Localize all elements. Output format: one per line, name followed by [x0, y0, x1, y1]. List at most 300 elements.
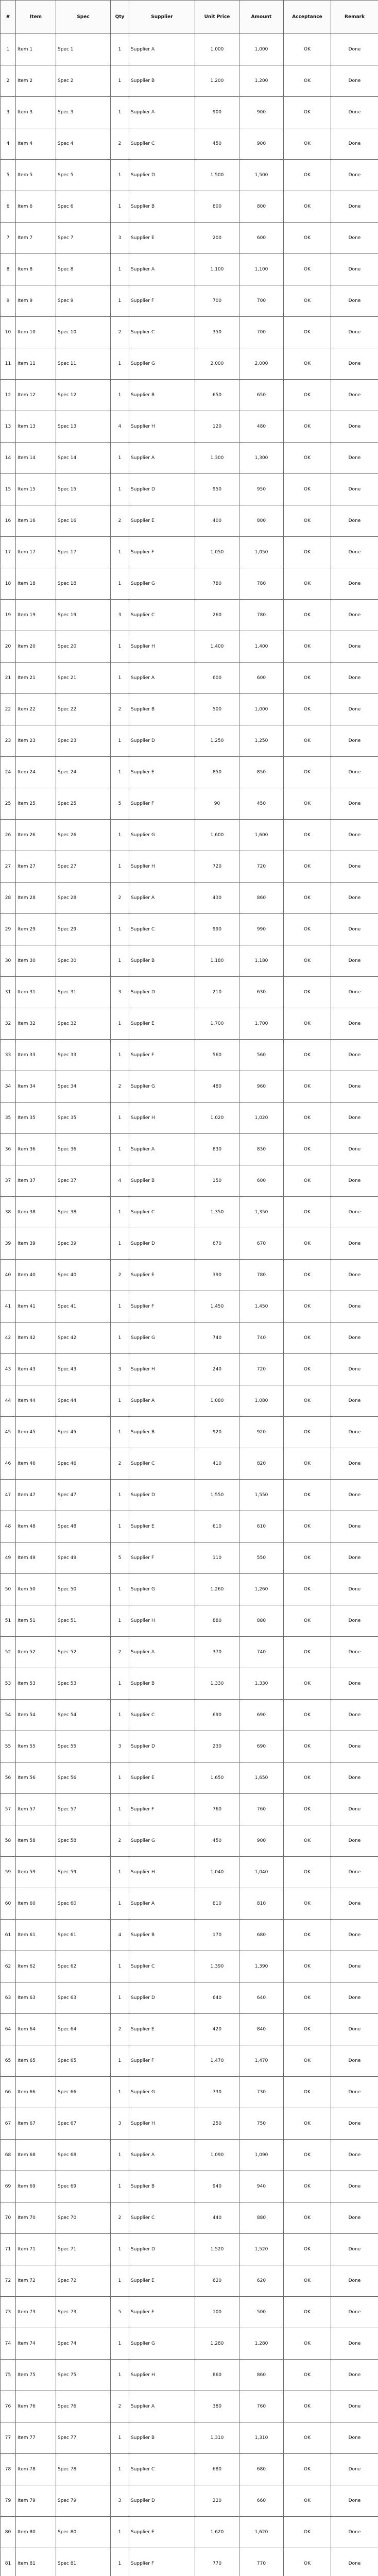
cell-amount: 640 [239, 1982, 284, 2014]
cell-amount: 1,350 [239, 1197, 284, 1228]
cell-item: Item 18 [16, 568, 56, 600]
cell-supplier: Supplier B [129, 1165, 195, 1197]
cell-remark: Done [331, 1888, 378, 1920]
cell-amount: 450 [239, 788, 284, 820]
cell-spec: Spec 58 [56, 1825, 111, 1857]
cell-amount: 900 [239, 97, 284, 128]
cell-amount: 610 [239, 1511, 284, 1543]
cell-index: 75 [1, 2360, 16, 2391]
cell-spec: Spec 40 [56, 1260, 111, 1291]
cell-unit-price: 720 [195, 851, 239, 883]
cell-spec: Spec 28 [56, 883, 111, 914]
cell-spec: Spec 65 [56, 2045, 111, 2077]
cell-spec: Spec 3 [56, 97, 111, 128]
cell-spec: Spec 39 [56, 1228, 111, 1260]
cell-acceptance: OK [284, 2108, 331, 2140]
cell-acceptance: OK [284, 1165, 331, 1197]
cell-amount: 1,040 [239, 1857, 284, 1888]
cell-index: 22 [1, 694, 16, 725]
cell-remark: Done [331, 1134, 378, 1165]
cell-unit-price: 1,020 [195, 1103, 239, 1134]
table-row [1, 380, 378, 411]
cell-remark: Done [331, 1228, 378, 1260]
cell-qty: 1 [111, 474, 129, 505]
cell-amount: 810 [239, 1888, 284, 1920]
cell-supplier: Supplier E [129, 2014, 195, 2045]
cell-supplier: Supplier B [129, 2422, 195, 2454]
cell-index: 6 [1, 191, 16, 223]
table-row [1, 600, 378, 631]
cell-unit-price: 220 [195, 2485, 239, 2517]
cell-index: 36 [1, 1134, 16, 1165]
cell-supplier: Supplier C [129, 1448, 195, 1480]
cell-spec: Spec 42 [56, 1323, 111, 1354]
cell-amount: 1,650 [239, 1762, 284, 1794]
cell-item: Item 7 [16, 223, 56, 254]
table-row [1, 1448, 378, 1480]
cell-index: 26 [1, 820, 16, 851]
cell-supplier: Supplier B [129, 2171, 195, 2202]
cell-remark: Done [331, 65, 378, 97]
table-row [1, 2360, 378, 2391]
cell-unit-price: 380 [195, 2391, 239, 2422]
cell-remark: Done [331, 1448, 378, 1480]
cell-unit-price: 860 [195, 2360, 239, 2391]
cell-spec: Spec 77 [56, 2422, 111, 2454]
cell-index: 40 [1, 1260, 16, 1291]
cell-index: 46 [1, 1448, 16, 1480]
table-row [1, 788, 378, 820]
cell-acceptance: OK [284, 820, 331, 851]
cell-remark: Done [331, 2014, 378, 2045]
cell-qty: 1 [111, 945, 129, 977]
cell-supplier: Supplier D [129, 160, 195, 191]
cell-unit-price: 210 [195, 977, 239, 1008]
cell-item: Item 73 [16, 2297, 56, 2328]
cell-acceptance: OK [284, 1700, 331, 1731]
cell-item: Item 70 [16, 2202, 56, 2234]
cell-spec: Spec 7 [56, 223, 111, 254]
cell-acceptance: OK [284, 2360, 331, 2391]
cell-item: Item 12 [16, 380, 56, 411]
cell-amount: 1,390 [239, 1951, 284, 1982]
table-row [1, 2108, 378, 2140]
cell-amount: 940 [239, 2171, 284, 2202]
cell-qty: 1 [111, 1228, 129, 1260]
cell-acceptance: OK [284, 631, 331, 663]
cell-remark: Done [331, 2485, 378, 2517]
header-item: Item [16, 1, 56, 34]
cell-remark: Done [331, 191, 378, 223]
cell-remark: Done [331, 1040, 378, 1071]
cell-unit-price: 880 [195, 1605, 239, 1637]
cell-supplier: Supplier E [129, 1008, 195, 1040]
cell-remark: Done [331, 2108, 378, 2140]
cell-index: 25 [1, 788, 16, 820]
cell-index: 13 [1, 411, 16, 443]
cell-qty: 1 [111, 2517, 129, 2548]
cell-index: 56 [1, 1762, 16, 1794]
cell-index: 33 [1, 1040, 16, 1071]
cell-spec: Spec 70 [56, 2202, 111, 2234]
cell-index: 16 [1, 505, 16, 537]
cell-supplier: Supplier H [129, 1605, 195, 1637]
cell-item: Item 16 [16, 505, 56, 537]
cell-qty: 1 [111, 1385, 129, 1417]
cell-qty: 1 [111, 1008, 129, 1040]
cell-unit-price: 240 [195, 1354, 239, 1385]
table-row [1, 1762, 378, 1794]
cell-unit-price: 1,080 [195, 1385, 239, 1417]
table-row [1, 1543, 378, 1574]
cell-item: Item 47 [16, 1480, 56, 1511]
table-row [1, 1605, 378, 1637]
cell-remark: Done [331, 631, 378, 663]
cell-spec: Spec 45 [56, 1417, 111, 1448]
cell-remark: Done [331, 1543, 378, 1574]
cell-qty: 2 [111, 1825, 129, 1857]
cell-item: Item 71 [16, 2234, 56, 2265]
cell-amount: 780 [239, 1260, 284, 1291]
table-row [1, 1731, 378, 1762]
cell-amount: 1,300 [239, 443, 284, 474]
cell-qty: 5 [111, 1543, 129, 1574]
cell-spec: Spec 61 [56, 1920, 111, 1951]
cell-acceptance: OK [284, 1291, 331, 1323]
cell-item: Item 49 [16, 1543, 56, 1574]
cell-spec: Spec 19 [56, 600, 111, 631]
cell-spec: Spec 4 [56, 128, 111, 160]
cell-unit-price: 650 [195, 380, 239, 411]
cell-amount: 630 [239, 977, 284, 1008]
table-row [1, 568, 378, 600]
cell-spec: Spec 62 [56, 1951, 111, 1982]
cell-acceptance: OK [284, 1825, 331, 1857]
cell-qty: 2 [111, 317, 129, 348]
cell-qty: 1 [111, 2454, 129, 2485]
cell-amount: 1,700 [239, 1008, 284, 1040]
cell-supplier: Supplier E [129, 2517, 195, 2548]
cell-supplier: Supplier E [129, 1762, 195, 1794]
cell-remark: Done [331, 1260, 378, 1291]
header-supplier: Supplier [129, 1, 195, 34]
cell-amount: 960 [239, 1071, 284, 1103]
cell-item: Item 32 [16, 1008, 56, 1040]
cell-spec: Spec 64 [56, 2014, 111, 2045]
cell-acceptance: OK [284, 1197, 331, 1228]
table-row [1, 663, 378, 694]
table-row [1, 1417, 378, 1448]
cell-acceptance: OK [284, 663, 331, 694]
cell-remark: Done [331, 1323, 378, 1354]
cell-spec: Spec 32 [56, 1008, 111, 1040]
cell-index: 9 [1, 285, 16, 317]
cell-acceptance: OK [284, 1951, 331, 1982]
cell-unit-price: 480 [195, 1071, 239, 1103]
cell-qty: 2 [111, 1071, 129, 1103]
cell-spec: Spec 6 [56, 191, 111, 223]
cell-acceptance: OK [284, 2171, 331, 2202]
cell-index: 10 [1, 317, 16, 348]
cell-amount: 1,400 [239, 631, 284, 663]
cell-index: 32 [1, 1008, 16, 1040]
cell-spec: Spec 55 [56, 1731, 111, 1762]
header-qty: Qty [111, 1, 129, 34]
cell-remark: Done [331, 505, 378, 537]
cell-item: Item 5 [16, 160, 56, 191]
cell-item: Item 69 [16, 2171, 56, 2202]
cell-index: 15 [1, 474, 16, 505]
cell-remark: Done [331, 945, 378, 977]
cell-supplier: Supplier D [129, 725, 195, 757]
cell-amount: 600 [239, 663, 284, 694]
table-row [1, 2548, 378, 2576]
cell-qty: 1 [111, 2171, 129, 2202]
cell-qty: 1 [111, 380, 129, 411]
cell-acceptance: OK [284, 1605, 331, 1637]
cell-spec: Spec 73 [56, 2297, 111, 2328]
cell-index: 60 [1, 1888, 16, 1920]
cell-amount: 780 [239, 568, 284, 600]
cell-unit-price: 1,040 [195, 1857, 239, 1888]
cell-item: Item 14 [16, 443, 56, 474]
cell-item: Item 55 [16, 1731, 56, 1762]
cell-remark: Done [331, 1385, 378, 1417]
cell-qty: 1 [111, 34, 129, 65]
cell-unit-price: 420 [195, 2014, 239, 2045]
cell-spec: Spec 1 [56, 34, 111, 65]
cell-spec: Spec 48 [56, 1511, 111, 1543]
cell-index: 61 [1, 1920, 16, 1951]
cell-amount: 820 [239, 1448, 284, 1480]
cell-spec: Spec 76 [56, 2391, 111, 2422]
cell-index: 66 [1, 2077, 16, 2108]
cell-index: 80 [1, 2517, 16, 2548]
cell-amount: 880 [239, 2202, 284, 2234]
cell-acceptance: OK [284, 223, 331, 254]
cell-amount: 680 [239, 2454, 284, 2485]
table-row [1, 1008, 378, 1040]
cell-spec: Spec 57 [56, 1794, 111, 1825]
cell-amount: 860 [239, 883, 284, 914]
cell-item: Item 61 [16, 1920, 56, 1951]
cell-acceptance: OK [284, 2328, 331, 2360]
cell-amount: 1,050 [239, 537, 284, 568]
cell-qty: 1 [111, 1040, 129, 1071]
cell-supplier: Supplier D [129, 474, 195, 505]
cell-supplier: Supplier H [129, 1354, 195, 1385]
cell-remark: Done [331, 223, 378, 254]
cell-amount: 690 [239, 1731, 284, 1762]
cell-spec: Spec 72 [56, 2265, 111, 2297]
cell-amount: 1,200 [239, 65, 284, 97]
cell-amount: 770 [239, 2548, 284, 2576]
cell-remark: Done [331, 474, 378, 505]
cell-unit-price: 1,400 [195, 631, 239, 663]
cell-spec: Spec 30 [56, 945, 111, 977]
cell-remark: Done [331, 2045, 378, 2077]
cell-unit-price: 110 [195, 1543, 239, 1574]
cell-supplier: Supplier D [129, 977, 195, 1008]
cell-spec: Spec 15 [56, 474, 111, 505]
cell-qty: 1 [111, 1857, 129, 1888]
cell-acceptance: OK [284, 1982, 331, 2014]
cell-amount: 480 [239, 411, 284, 443]
table-row [1, 348, 378, 380]
cell-supplier: Supplier G [129, 2328, 195, 2360]
table-row [1, 474, 378, 505]
cell-item: Item 75 [16, 2360, 56, 2391]
table-row [1, 1291, 378, 1323]
cell-acceptance: OK [284, 694, 331, 725]
cell-amount: 600 [239, 1165, 284, 1197]
cell-unit-price: 1,090 [195, 2140, 239, 2171]
cell-supplier: Supplier D [129, 1228, 195, 1260]
cell-item: Item 38 [16, 1197, 56, 1228]
cell-item: Item 74 [16, 2328, 56, 2360]
cell-index: 54 [1, 1700, 16, 1731]
cell-qty: 1 [111, 1762, 129, 1794]
cell-amount: 1,260 [239, 1574, 284, 1605]
cell-supplier: Supplier F [129, 537, 195, 568]
cell-acceptance: OK [284, 380, 331, 411]
cell-item: Item 39 [16, 1228, 56, 1260]
cell-item: Item 62 [16, 1951, 56, 1982]
cell-supplier: Supplier G [129, 820, 195, 851]
cell-index: 3 [1, 97, 16, 128]
cell-qty: 1 [111, 914, 129, 945]
cell-acceptance: OK [284, 505, 331, 537]
cell-qty: 1 [111, 1291, 129, 1323]
cell-acceptance: OK [284, 1228, 331, 1260]
cell-remark: Done [331, 914, 378, 945]
cell-index: 7 [1, 223, 16, 254]
cell-spec: Spec 18 [56, 568, 111, 600]
cell-spec: Spec 10 [56, 317, 111, 348]
cell-unit-price: 780 [195, 568, 239, 600]
cell-qty: 1 [111, 2077, 129, 2108]
cell-amount: 690 [239, 1700, 284, 1731]
cell-acceptance: OK [284, 1920, 331, 1951]
cell-index: 64 [1, 2014, 16, 2045]
cell-spec: Spec 68 [56, 2140, 111, 2171]
cell-remark: Done [331, 725, 378, 757]
cell-supplier: Supplier F [129, 1040, 195, 1071]
cell-unit-price: 680 [195, 2454, 239, 2485]
table-row [1, 1574, 378, 1605]
table-row [1, 631, 378, 663]
cell-supplier: Supplier D [129, 1982, 195, 2014]
cell-qty: 5 [111, 788, 129, 820]
cell-spec: Spec 74 [56, 2328, 111, 2360]
cell-index: 14 [1, 443, 16, 474]
cell-spec: Spec 52 [56, 1637, 111, 1668]
cell-remark: Done [331, 1071, 378, 1103]
cell-remark: Done [331, 1165, 378, 1197]
cell-acceptance: OK [284, 945, 331, 977]
cell-item: Item 60 [16, 1888, 56, 1920]
cell-qty: 4 [111, 411, 129, 443]
cell-spec: Spec 35 [56, 1103, 111, 1134]
cell-index: 20 [1, 631, 16, 663]
cell-supplier: Supplier G [129, 2077, 195, 2108]
cell-item: Item 6 [16, 191, 56, 223]
cell-unit-price: 1,200 [195, 65, 239, 97]
table-row [1, 851, 378, 883]
cell-unit-price: 850 [195, 757, 239, 788]
cell-unit-price: 410 [195, 1448, 239, 1480]
table-row [1, 1951, 378, 1982]
cell-remark: Done [331, 1951, 378, 1982]
cell-index: 23 [1, 725, 16, 757]
table-row [1, 1354, 378, 1385]
cell-supplier: Supplier E [129, 2265, 195, 2297]
cell-spec: Spec 66 [56, 2077, 111, 2108]
table-row [1, 537, 378, 568]
table-row [1, 2297, 378, 2328]
cell-amount: 840 [239, 2014, 284, 2045]
table-row [1, 1197, 378, 1228]
cell-spec: Spec 38 [56, 1197, 111, 1228]
cell-remark: Done [331, 1857, 378, 1888]
cell-spec: Spec 54 [56, 1700, 111, 1731]
cell-acceptance: OK [284, 1637, 331, 1668]
cell-remark: Done [331, 254, 378, 285]
cell-unit-price: 1,280 [195, 2328, 239, 2360]
table-row [1, 317, 378, 348]
cell-supplier: Supplier D [129, 1731, 195, 1762]
cell-spec: Spec 49 [56, 1543, 111, 1574]
cell-remark: Done [331, 380, 378, 411]
cell-qty: 2 [111, 883, 129, 914]
header-remark: Remark [331, 1, 378, 34]
cell-index: 49 [1, 1543, 16, 1574]
cell-qty: 3 [111, 977, 129, 1008]
cell-remark: Done [331, 2422, 378, 2454]
cell-remark: Done [331, 2234, 378, 2265]
cell-spec: Spec 13 [56, 411, 111, 443]
table-row [1, 1668, 378, 1700]
cell-qty: 1 [111, 1480, 129, 1511]
cell-qty: 1 [111, 1982, 129, 2014]
table-row [1, 914, 378, 945]
cell-qty: 1 [111, 285, 129, 317]
cell-item: Item 79 [16, 2485, 56, 2517]
cell-supplier: Supplier A [129, 2391, 195, 2422]
cell-supplier: Supplier B [129, 1920, 195, 1951]
cell-spec: Spec 56 [56, 1762, 111, 1794]
cell-spec: Spec 20 [56, 631, 111, 663]
table-row [1, 1637, 378, 1668]
cell-supplier: Supplier E [129, 223, 195, 254]
cell-qty: 1 [111, 2328, 129, 2360]
cell-index: 5 [1, 160, 16, 191]
cell-unit-price: 1,500 [195, 160, 239, 191]
cell-acceptance: OK [284, 1323, 331, 1354]
cell-acceptance: OK [284, 568, 331, 600]
cell-acceptance: OK [284, 883, 331, 914]
table-row [1, 443, 378, 474]
cell-unit-price: 1,300 [195, 443, 239, 474]
cell-item: Item 34 [16, 1071, 56, 1103]
cell-supplier: Supplier F [129, 285, 195, 317]
cell-acceptance: OK [284, 348, 331, 380]
cell-qty: 2 [111, 2202, 129, 2234]
cell-amount: 720 [239, 851, 284, 883]
cell-item: Item 13 [16, 411, 56, 443]
cell-index: 55 [1, 1731, 16, 1762]
cell-supplier: Supplier B [129, 65, 195, 97]
